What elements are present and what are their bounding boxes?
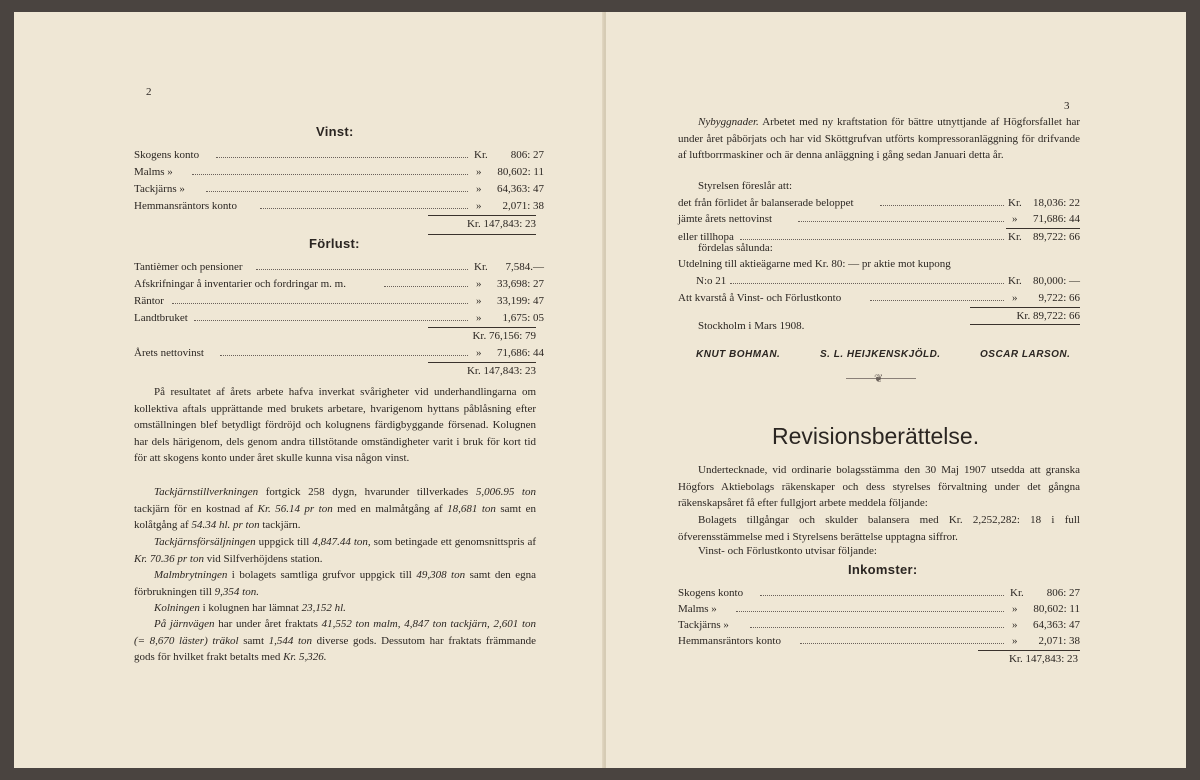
text-run: uppgick till xyxy=(255,536,313,548)
italic-value: Kr. 56.14 pr ton xyxy=(257,502,333,515)
text-run: samt xyxy=(238,634,269,647)
vinst-total: Kr. 147,843: 23 xyxy=(466,218,536,230)
signature-heijkenskjold: S. L. HEIJKENSKJÖLD. xyxy=(820,349,941,360)
forlust-row xyxy=(134,260,544,274)
leader-dots xyxy=(798,221,1004,222)
row-currency: » xyxy=(476,278,482,290)
leader-dots xyxy=(206,191,468,192)
row-label: Skogens konto xyxy=(134,149,200,161)
row-label: Hemmansräntors konto xyxy=(678,635,781,647)
inkomster-row xyxy=(678,602,1080,616)
paragraph-nybyggnader xyxy=(678,114,1080,164)
page-number: 2 xyxy=(146,86,152,98)
signature-larson: OSCAR LARSON. xyxy=(980,349,1071,360)
page-number: 3 xyxy=(1064,100,1070,112)
row-currency: » xyxy=(476,183,482,195)
leader-dots xyxy=(220,355,468,356)
vinst-row xyxy=(134,165,544,179)
row-label: Hemmansräntors konto xyxy=(134,200,237,212)
place-date: Stockholm i Mars 1908. xyxy=(698,320,805,332)
italic-term: Nybyggnader. xyxy=(698,116,759,128)
row-label: Malms » xyxy=(134,166,173,178)
text-run: tackjärn. xyxy=(259,519,301,532)
sum-rule xyxy=(428,362,536,363)
signature-bohman: KNUT BOHMAN. xyxy=(696,349,781,360)
inkomster-row xyxy=(678,618,1080,632)
row-currency: » xyxy=(1012,603,1018,615)
revision-paragraph-2: Bolagets tillgångar och skulder balansera med Kr. 2,252,282: 18 i full öfverensstämmelse med i Styrelsens berättelse upptagna siffror. xyxy=(678,514,1080,543)
leader-dots xyxy=(256,269,468,270)
row-amount: 9,722: 66 xyxy=(1038,292,1080,304)
italic-value: 1,544 ton xyxy=(268,634,312,647)
inkomster-row xyxy=(678,634,1080,648)
vinst-row xyxy=(134,199,544,213)
leader-dots xyxy=(800,643,1004,644)
document-spread xyxy=(14,12,1186,768)
leader-dots xyxy=(740,239,1004,240)
italic-value: Kr. 5,326. xyxy=(283,651,327,664)
row-amount: 2,071: 38 xyxy=(1038,635,1080,647)
fordelas-salunda: fördelas sålunda: xyxy=(698,242,773,254)
styrelsen-foreslar: Styrelsen föreslår att: xyxy=(698,180,793,192)
row-amount: 33,698: 27 xyxy=(496,278,544,290)
utdelning-row xyxy=(678,274,1080,288)
row-currency: Kr. xyxy=(1008,275,1022,287)
row-currency: » xyxy=(476,312,482,324)
text-run: i bolagets samtliga grufvor uppgick till xyxy=(227,569,417,581)
leader-dots xyxy=(870,300,1004,301)
row-amount: 64,363: 47 xyxy=(1032,619,1080,631)
paragraph-resultat: På resultatet af årets arbete hafva inverkat svårigheter vid underhandlingarna om kollektiva aftals upprättande med brukets arbetare, hvarigenom hyttans påblåsning efter omställningen blef betydligt fördröjd och kolugnens färdigbyggande försenad. Kolugnen har dels härigenom, dels genom andra tillstötande omständigheter varit i bruk för kort tid för att skogens konto under året skulle kunna visa någon vinst. xyxy=(134,386,536,465)
vinst-row xyxy=(134,182,544,196)
leader-dots xyxy=(260,208,468,209)
row-label: Skogens konto xyxy=(678,587,744,599)
italic-term: På järnvägen xyxy=(154,618,215,630)
text-run: vid Silfverhöjdens station. xyxy=(204,552,323,565)
row-amount: 71,686: 44 xyxy=(496,347,544,359)
utdelning-line: Utdelning till aktieägarne med Kr. 80: — pr aktie mot kupong xyxy=(678,258,951,270)
italic-value: 18,681 ton xyxy=(447,502,496,515)
proposal-row xyxy=(678,212,1080,226)
row-currency: » xyxy=(476,200,482,212)
row-currency: » xyxy=(1012,292,1018,304)
inkomster-total: Kr. 147,843: 23 xyxy=(1008,653,1078,665)
row-amount: 33,199: 47 xyxy=(496,295,544,307)
row-amount: 64,363: 47 xyxy=(496,183,544,195)
text-run: med en malmåtgång af xyxy=(332,502,448,515)
row-amount: 806: 27 xyxy=(510,149,544,161)
leader-dots xyxy=(194,320,468,321)
sum-rule xyxy=(428,215,536,216)
row-label: Malms » xyxy=(678,603,717,615)
leader-dots xyxy=(192,174,468,175)
text-run: har under året fraktats xyxy=(214,618,322,630)
row-currency: » xyxy=(1012,619,1018,631)
row-amount: 80,000: — xyxy=(1032,275,1080,287)
row-amount: 80,602: 11 xyxy=(497,166,544,178)
italic-value: 49,308 ton xyxy=(416,569,466,581)
row-label: det från förlidet år balanserade beloppet xyxy=(678,197,854,209)
italic-value: Kr. 70.36 pr ton xyxy=(134,552,204,565)
row-label: Årets nettovinst xyxy=(134,347,204,359)
row-label: Afskrifningar å inventarier och fordringar m. m. xyxy=(134,278,346,290)
text-run: samt en kolåtgång af xyxy=(134,502,536,532)
italic-value: 5,006.95 ton xyxy=(475,486,536,498)
vinst-row xyxy=(134,148,544,162)
row-amount: 18,036: 22 xyxy=(1032,197,1080,209)
text-run: i kolugnen har lämnat xyxy=(199,602,302,614)
row-currency: » xyxy=(476,166,482,178)
sum-rule xyxy=(1006,228,1080,229)
sum-rule xyxy=(978,650,1080,651)
leader-dots xyxy=(216,157,468,158)
row-label: Tackjärns » xyxy=(134,183,185,195)
row-currency: Kr. xyxy=(1010,587,1024,599)
row-label: Räntor xyxy=(134,295,164,307)
forlust-row xyxy=(134,277,544,291)
italic-value: 9,354 ton. xyxy=(214,585,259,598)
sum-rule xyxy=(970,324,1080,325)
ornament-icon: ❦ xyxy=(874,373,884,385)
kvarsta-row xyxy=(678,291,1080,305)
row-amount: 89,722: 66 xyxy=(1032,231,1080,243)
row-currency: » xyxy=(1012,213,1018,225)
nettovinst-row xyxy=(134,346,544,360)
sum-rule xyxy=(970,307,1080,308)
row-label: Tackjärns » xyxy=(678,619,729,631)
row-label: N:o 21 xyxy=(696,275,727,287)
sum-rule xyxy=(428,327,536,328)
sum-rule xyxy=(428,234,536,235)
leader-dots xyxy=(760,595,1004,596)
row-amount: 1,675: 05 xyxy=(502,312,544,324)
italic-value: 4,847.44 ton, xyxy=(312,536,371,548)
row-label: Att kvarstå å Vinst- och Förlustkonto xyxy=(678,292,842,304)
forlust-row xyxy=(134,294,544,308)
forlust-total: Kr. 147,843: 23 xyxy=(466,365,536,377)
leader-dots xyxy=(730,283,1004,284)
row-currency: » xyxy=(1012,635,1018,647)
forlust-heading: Förlust: xyxy=(309,236,360,251)
row-label: Tantièmer och pensioner xyxy=(134,261,243,273)
row-amount: 7,584.— xyxy=(505,261,544,273)
text-run: tackjärn för en kostnad af xyxy=(134,502,258,515)
text-run: fortgick 258 dygn, hvarunder tillverkades xyxy=(258,486,476,498)
proposal-row xyxy=(678,196,1080,210)
italic-term: Tackjärnstillverkningen xyxy=(154,486,259,498)
row-amount: 80,602: 11 xyxy=(1033,603,1080,615)
inkomster-heading: Inkomster: xyxy=(848,562,918,577)
text-run: diverse gods. Dessutom har fraktats främmande gods för hvilket frakt betalts med xyxy=(134,634,536,664)
row-currency: Kr. xyxy=(474,261,488,273)
italic-value: 23,152 hl. xyxy=(301,602,346,614)
row-amount: 2,071: 38 xyxy=(502,200,544,212)
forlust-row xyxy=(134,311,544,325)
paragraph-malmbrytning xyxy=(134,567,536,600)
row-currency: Kr. xyxy=(474,149,488,161)
row-label: eller tillhopa xyxy=(678,231,734,243)
leader-dots xyxy=(172,303,468,304)
left-page xyxy=(14,12,604,768)
proposal-total: Kr. 89,722: 66 xyxy=(1016,310,1080,322)
row-currency: Kr. xyxy=(1008,197,1022,209)
leader-dots xyxy=(736,611,1004,612)
revision-paragraph-1: Undertecknade, vid ordinarie bolagsstämma den 30 Maj 1907 utsedda att granska Högfors Aktiebolags räkenskaper och dess styrelses förvaltning under det gångna räkenskapsåret få efter fullgjort arbete meddela följande: xyxy=(678,464,1080,510)
italic-value: 54.34 hl. pr ton xyxy=(191,519,260,532)
paragraph-tackjarnsforsaljning xyxy=(134,534,536,567)
text-run: som betingade ett genomsnittspris af xyxy=(370,536,536,548)
italic-term: Tackjärnsförsäljningen xyxy=(154,536,256,548)
leader-dots xyxy=(384,286,468,287)
forlust-subtotal: Kr. 76,156: 79 xyxy=(472,330,536,342)
row-amount: 71,686: 44 xyxy=(1032,213,1080,225)
text-run: Arbetet med ny kraftstation för bättre utnyttjande af Högforsfallet har under året påbörjats och har vid Sköttgrufvan utförts kompressoranläggning för drifvande af luftborrmaskiner och är denna anläggning i gång sedan Januari detta år. xyxy=(678,116,1080,162)
leader-dots xyxy=(880,205,1004,206)
row-amount: 806: 27 xyxy=(1046,587,1080,599)
italic-term: Kolningen xyxy=(154,602,200,614)
text-run: samt den egna förbrukningen till xyxy=(134,569,536,598)
paragraph-kolning xyxy=(134,600,536,617)
vinst-heading: Vinst: xyxy=(316,124,354,139)
row-currency: » xyxy=(476,347,482,359)
row-label: Landtbruket xyxy=(134,312,188,324)
row-label: jämte årets nettovinst xyxy=(678,213,773,225)
paragraph-tackjarnstillverkning xyxy=(134,484,536,534)
italic-term: Malmbrytningen xyxy=(154,569,228,581)
paragraph-jarnvagen xyxy=(134,616,536,666)
italic-value: 41,552 ton malm, 4,847 ton tackjärn, 2,601 ton (= 8,670 läster) träkol xyxy=(134,618,537,647)
row-currency: » xyxy=(476,295,482,307)
leader-dots xyxy=(750,627,1004,628)
right-page xyxy=(606,12,1186,768)
row-currency: Kr. xyxy=(1008,231,1022,243)
revision-title: Revisionsberättelse. xyxy=(772,423,980,449)
inkomster-row xyxy=(678,586,1080,600)
revision-paragraph-3: Vinst- och Förlustkonto utvisar följande: xyxy=(698,545,877,557)
